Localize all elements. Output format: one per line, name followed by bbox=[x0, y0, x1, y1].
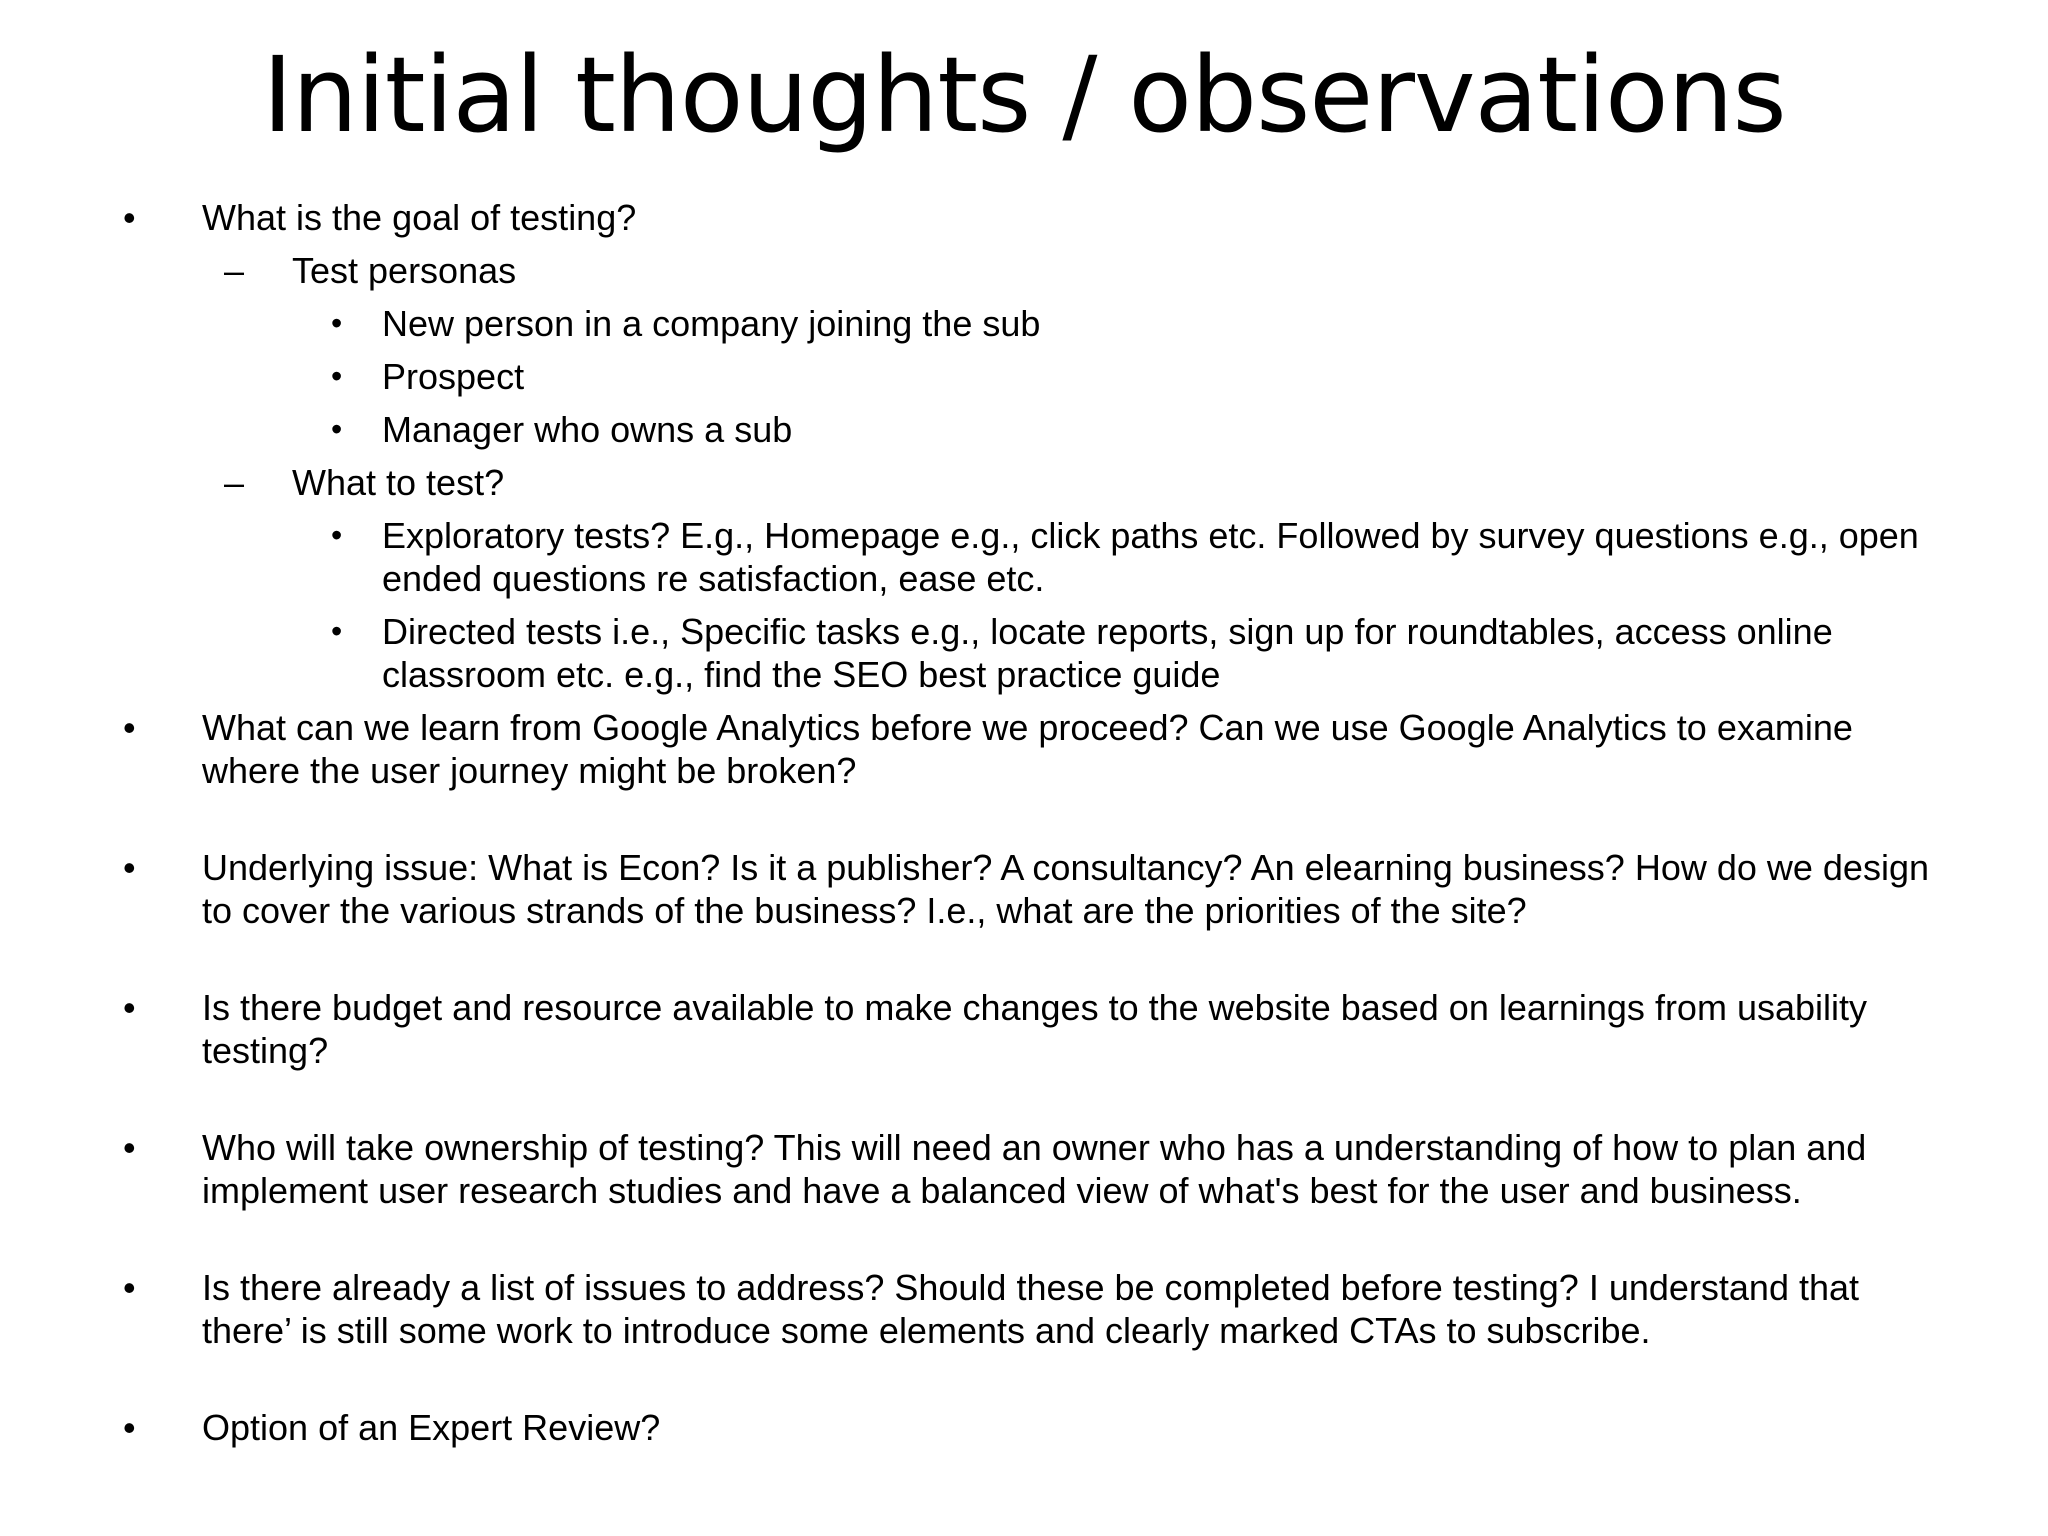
sub-sub-bullet-text: Prospect bbox=[382, 356, 525, 397]
sub-sub-bullet-text: New person in a company joining the sub bbox=[382, 303, 1041, 344]
sub-bullet-item bbox=[0, 451, 2048, 504]
sub-sub-bullet-text: Manager who owns a sub bbox=[382, 409, 793, 450]
sub-sub-bullet-item bbox=[0, 600, 2048, 696]
bullet-marker: • bbox=[123, 987, 136, 1028]
bullet-text: Who will take ownership of testing? This will need an owner who has a understanding of how to plan and implement user research studies and have a balanced view of what's best for the user and business. bbox=[202, 1127, 1867, 1211]
sub-bullet-item bbox=[0, 239, 2048, 292]
bullet-marker: • bbox=[331, 613, 343, 649]
sub-sub-bullet-item bbox=[0, 398, 2048, 451]
bullet-item bbox=[0, 986, 2048, 1072]
sub-sub-bullet-item bbox=[0, 292, 2048, 345]
sub-bullet-text: What to test? bbox=[292, 462, 505, 503]
bullet-marker: • bbox=[123, 847, 136, 888]
bullet-marker: • bbox=[331, 517, 343, 553]
bullet-item bbox=[0, 196, 2048, 239]
sub-sub-bullet-item bbox=[0, 345, 2048, 398]
bullet-item bbox=[0, 1126, 2048, 1212]
bullet-item bbox=[0, 706, 2048, 792]
bullet-text: Is there already a list of issues to address? Should these be completed before testing? I understand that there’ is still some work to introduce some elements and clearly marked CTAs to subscribe. bbox=[202, 1267, 1860, 1351]
bullet-text: Underlying issue: What is Econ? Is it a publisher? A consultancy? An elearning business? How do we design to cover the various strands of the business? I.e., what are the priorities of the site? bbox=[202, 847, 1929, 931]
bullet-text: Is there budget and resource available to make changes to the website based on learnings from usability testing? bbox=[202, 987, 1867, 1071]
bullet-text: What can we learn from Google Analytics before we proceed? Can we use Google Analytics to examine where the user journey might be broken? bbox=[202, 707, 1853, 791]
bullet-marker: • bbox=[331, 305, 343, 341]
bullet-item bbox=[0, 1406, 2048, 1449]
bullet-text: Option of an Expert Review? bbox=[202, 1407, 661, 1448]
bullet-marker: • bbox=[331, 358, 343, 394]
sub-bullet-text: Test personas bbox=[292, 250, 517, 291]
sub-sub-bullet-text: Directed tests i.e., Specific tasks e.g., locate reports, sign up for roundtables, access online classroom etc. e.g., find the SEO best practice guide bbox=[382, 611, 1833, 695]
bullet-list bbox=[0, 196, 2048, 1449]
bullet-marker: • bbox=[123, 1407, 136, 1448]
bullet-marker: • bbox=[331, 411, 343, 447]
bullet-marker: • bbox=[123, 707, 136, 748]
sub-sub-bullet-text: Exploratory tests? E.g., Homepage e.g., click paths etc. Followed by survey questions e.g., open ended questions re satisfaction, ease etc. bbox=[382, 515, 1919, 599]
bullet-item bbox=[0, 1266, 2048, 1352]
dash-marker: – bbox=[224, 250, 245, 291]
bullet-marker: • bbox=[123, 1127, 136, 1168]
dash-marker: – bbox=[224, 462, 245, 503]
bullet-marker: • bbox=[123, 197, 136, 238]
bullet-text: What is the goal of testing? bbox=[202, 197, 637, 238]
bullet-marker: • bbox=[123, 1267, 136, 1308]
sub-sub-bullet-item bbox=[0, 504, 2048, 600]
bullet-item bbox=[0, 846, 2048, 932]
slide-title: Initial thoughts / observations bbox=[262, 34, 1786, 156]
